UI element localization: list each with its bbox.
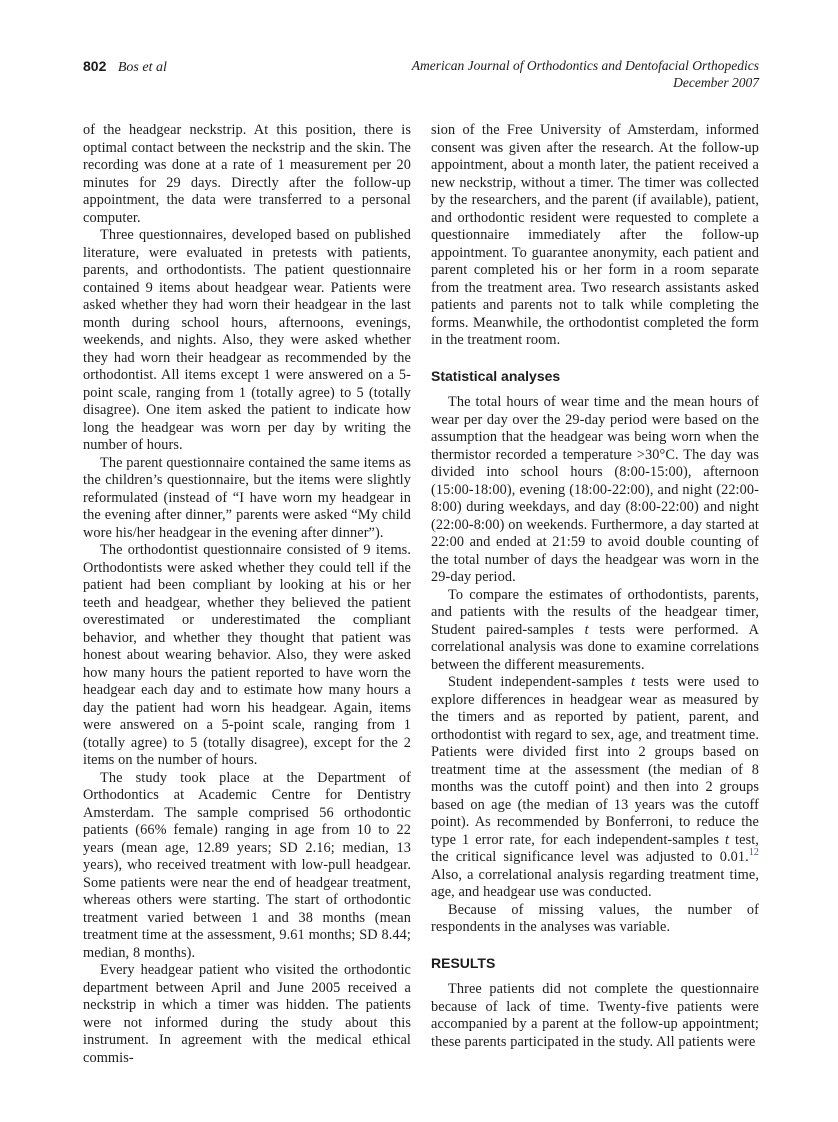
paragraph <box>83 770 411 963</box>
text-segment: Three questionnaires, developed based on published literature, were evaluated in pretests with patients, parents, and orthodontists. The patient questionnaire contained 9 items about headgear wear. Patients were asked whether they had worn their headgear in the last month during school hours, afternoons, evenings, weekends, and nights. Also, they were asked whether they had worn their headgear as recommended by the orthodontist. All items except 1 were answered on a 5-point scale, ranging from 1 (totally agree) to 5 (totally disagree). One item asked the patient to indicate how long the headgear was worn per day by writing the number of hours. <box>83 227 411 453</box>
paragraph <box>431 122 759 350</box>
running-header-right <box>412 58 759 91</box>
text-segment: Student independent-samples <box>448 674 631 690</box>
section-heading: RESULTS <box>431 954 496 971</box>
paragraph <box>431 587 759 675</box>
citation-reference: 12 <box>748 847 759 859</box>
text-segment: Every headgear patient who visited the orthodontic department between April and June 2005 received a neckstrip in which a timer was hidden. The patients were not informed during the study about this instrument. In agreement with the medical ethical commis- <box>83 962 411 1066</box>
running-header <box>83 58 759 91</box>
text-segment: sion of the Free University of Amsterdam, informed consent was given after the research. At the follow-up appointment, about a month later, the patient received a new neckstrip, without a timer. The timer was collected by the researchers, and the parent (if available), patient, and orthodontic resident were requested to complete a questionnaire immediately after the follow-up appointment. To guarantee anonymity, each patient and parent completed his or her form in a room separate from the treatment area. Two research assistants asked patients and parents not to talk while completing the forms. Meanwhile, the orthodontist completed the form in the treatment room. <box>431 122 759 348</box>
text-segment: test, the critical significance level was adjusted to 0.01. <box>431 831 759 865</box>
text-segment: Three patients did not complete the questionnaire because of lack of time. Twenty-five patients were accompanied by a parent at the follow-up appointment; these parents participated in the study. All patients were <box>431 981 759 1050</box>
running-authors: Bos et al <box>117 60 167 75</box>
text-segment: tests were performed. A correlational analysis was done to examine correlations between the different measurements. <box>431 621 759 673</box>
text-segment: t <box>725 831 730 848</box>
paragraph <box>83 227 411 455</box>
text-segment: Because of missing values, the number of respondents in the analyses was variable. <box>431 901 759 935</box>
text-segment: The study took place at the Department of Orthodontics at Academic Centre for Dentistry Amsterdam. The sample comprised 56 orthodontic patients (66% female) ranging in age from 10 to 22 years (mean age, 12.89 years; SD 2.16; median, 13 years), who received treatment with low-pull headgear. Some patients were near the end of headgear treatment, whereas others were starting. The start of orthodontic treatment varied between 1 and 38 months (mean treatment time at the assessment, 9.61 months; SD 8.44; median, 8 months). <box>83 769 411 961</box>
journal-name: American Journal of Orthodontics and Dentofacial Orthopedics <box>411 58 759 73</box>
paragraph <box>83 122 411 227</box>
text-segment: The orthodontist questionnaire consisted of 9 items. Orthodontists were asked whether they could tell if the patient had been compliant by looking at his or her teeth and headgear, whether they believed the patient overestimated or underestimated the compliant behavior, and whether they thought that patient was honest about wearing behavior. Also, they were asked how many hours the patient reported to have worn the headgear each day and to estimate how many hours a day the patient had worn his headgear. Again, items were answered on a 5-point scale, ranging from 1 (totally agree) to 5 (totally disagree), except for the 2 items on the number of hours. <box>83 542 411 768</box>
paragraph <box>431 981 759 1051</box>
paragraph <box>431 394 759 587</box>
paragraph <box>431 674 759 902</box>
text-segment: The total hours of wear time and the mean hours of wear per day over the 29-day period were based on the assumption that the headgear was being worn when the thermistor recorded a temperature >30°C. The day was divided into school hours (8:00-15:00), afternoon (15:00-18:00), evening (18:00-22:00), and night (22:00-8:00) during weekdays, and day (8:00-22:00) and night (22:00-8:00) on weekends. Furthermore, a day started at 22:00 and ended at 21:59 to avoid double counting of the total number of days the headgear was worn in the 29-day period. <box>431 394 759 585</box>
paragraph <box>83 542 411 770</box>
text-segment: The parent questionnaire contained the same items as the children’s questionnaire, but the items were slightly reformulated (instead of “I have worn my headgear in the evening after dinner,” parents were asked “My child wore his/her headgear in the evening after dinner”). <box>83 454 411 541</box>
page-number: 802 <box>83 58 107 74</box>
section-heading: Statistical analyses <box>431 367 561 384</box>
paragraph <box>83 962 411 1067</box>
text-segment: Also, a correlational analysis regarding treatment time, age, and headgear use was conducted. <box>431 866 759 900</box>
left-column <box>83 122 411 1067</box>
text-segment: tests were used to explore differences in headgear wear as measured by the timers and as reported by patient, parent, and orthodontist with regard to sex, age, and treatment time. Patients were divided first into 2 groups based on treatment time at the assessment (the median of 8 months was the cutoff point) and then into 2 groups based on age (the median of 13 years was the cutoff point). As recommended by Bonferroni, to reduce the type 1 error rate, for each independent-samples <box>431 674 759 848</box>
right-column <box>431 122 759 1067</box>
text-segment: To compare the estimates of orthodontists, parents, and patients with the results of the headgear timer, Student paired-samples <box>431 586 759 638</box>
paragraph <box>83 455 411 543</box>
running-header-left <box>83 58 167 76</box>
text-segment: t <box>584 621 589 638</box>
text-segment: t <box>630 674 636 690</box>
body-columns <box>83 122 759 1067</box>
journal-issue: December 2007 <box>673 74 759 90</box>
paragraph <box>431 902 759 937</box>
text-segment: of the headgear neckstrip. At this position, there is optimal contact between the neckstrip and the skin. The recording was done at a rate of 1 measurement per 20 minutes for 29 days. Directly after the follow-up appointment, the data were transferred to a personal computer. <box>83 122 411 226</box>
